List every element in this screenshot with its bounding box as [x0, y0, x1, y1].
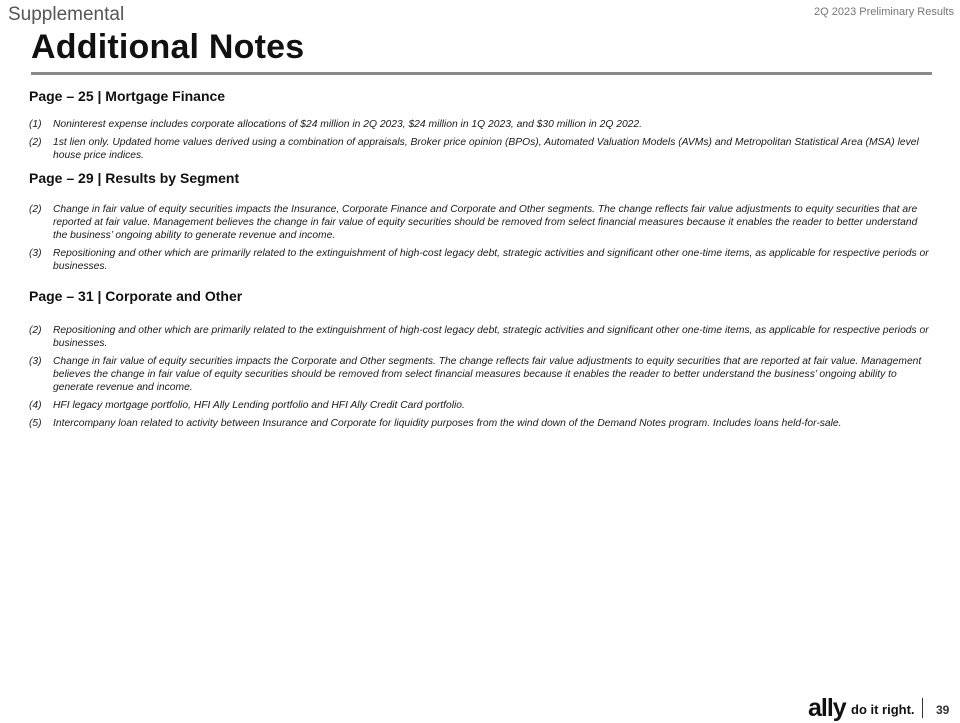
note-number: (2): [29, 325, 42, 336]
note-text: Repositioning and other which are primarily related to the extinguishment of high-cost legacy debt, strategic activities and significant other one-time items, as applicable for respective periods or businesses.: [53, 325, 929, 349]
note-number: (4): [29, 400, 42, 411]
note-number: (2): [29, 137, 42, 148]
section-heading-mortgage-finance: Page – 25 | Mortgage Finance: [29, 88, 226, 104]
brand-tagline: do it right.: [851, 702, 915, 717]
note-number: (3): [29, 356, 42, 367]
note-item: [29, 203, 934, 242]
note-item: [29, 417, 934, 430]
note-text: Intercompany loan related to activity between Insurance and Corporate for liquidity purposes from the wind down of the Demand Notes program. Includes loans held-for-sale.: [53, 418, 842, 429]
report-period-label: 2Q 2023 Preliminary Results: [813, 6, 954, 18]
note-item: [29, 324, 934, 350]
note-text: 1st lien only. Updated home values derived using a combination of appraisals, Broker price opinion (BPOs), Automated Valuation Models (AVMs) and Metropolitan Statistical Area (MSA) level house price indices.: [53, 137, 919, 161]
title-divider: [31, 72, 932, 75]
note-number: (5): [29, 418, 42, 429]
note-text: Repositioning and other which are primarily related to the extinguishment of high-cost legacy debt, strategic activities and significant other one-time items, as applicable for respective periods or businesses.: [53, 248, 929, 272]
note-item: [29, 399, 934, 412]
section-heading-corporate-and-other: Page – 31 | Corporate and Other: [29, 288, 243, 304]
note-text: Change in fair value of equity securities impacts the Corporate and Other segments. The change reflects fair value adjustments to equity securities that are reported at fair value. Management believes the change in fair value of equity securities should be removed from select financial measures because it enables the reader to better understand the business’ ongoing ability to generate revenue and income.: [53, 356, 922, 393]
section-heading-results-by-segment: Page – 29 | Results by Segment: [29, 170, 240, 186]
notes-list-mortgage-finance: [29, 118, 934, 167]
page-number: 39: [936, 703, 950, 717]
note-item: [29, 118, 934, 131]
footer-divider: [922, 698, 923, 718]
note-text: Noninterest expense includes corporate allocations of $24 million in 2Q 2023, $24 million in 1Q 2023, and $30 million in 2Q 2022.: [53, 119, 642, 130]
notes-list-corporate-and-other: [29, 324, 934, 435]
note-text: HFI legacy mortgage portfolio, HFI Ally Lending portfolio and HFI Ally Credit Card portfolio.: [53, 400, 465, 411]
page-title: Additional Notes: [31, 28, 305, 66]
notes-list-results-by-segment: [29, 203, 934, 278]
note-number: (1): [29, 119, 42, 130]
note-item: [29, 355, 934, 394]
ally-logo: ally: [808, 694, 846, 722]
note-item: [29, 247, 934, 273]
note-text: Change in fair value of equity securities impacts the Insurance, Corporate Finance and Corporate and Other segments. The change reflects fair value adjustments to equity securities that are reported at fair value. Management believes the change in fair value of equity securities should be removed from select financial measures because it enables the reader to better understand the business’ ongoing ability to generate revenue and income.: [53, 204, 918, 241]
note-number: (3): [29, 248, 42, 259]
note-number: (2): [29, 204, 42, 215]
supplemental-label: Supplemental: [8, 4, 125, 25]
note-item: [29, 136, 934, 162]
